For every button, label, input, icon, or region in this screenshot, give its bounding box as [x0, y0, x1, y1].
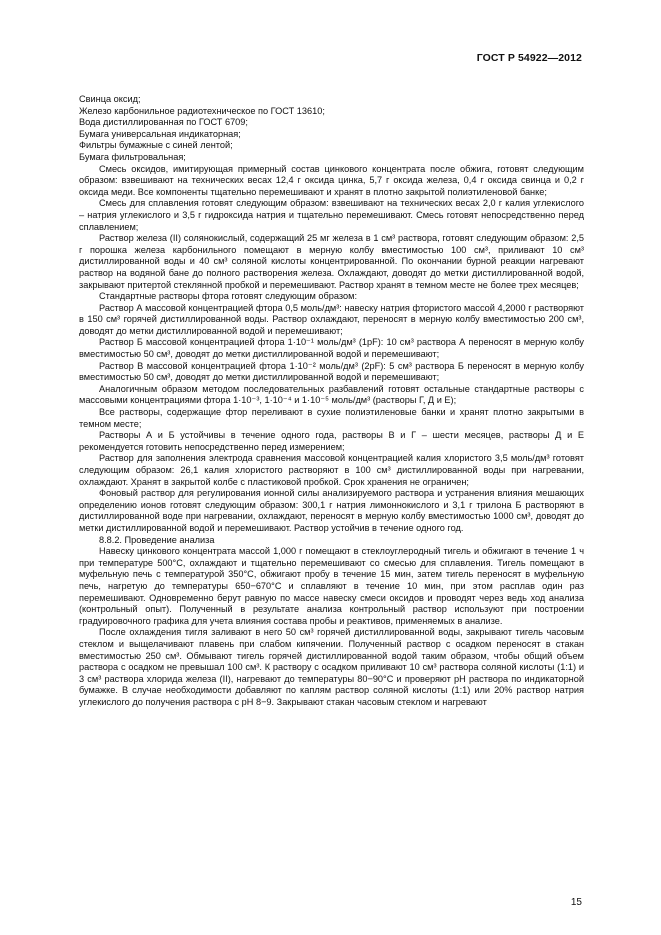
paragraph: Раствор железа (II) солянокислый, содержащий 25 мг железа в 1 см³ раствора, готовят следующим образом: 2,5 г порошка железа карбонильного помещают в мерную колбу вместимостью 100 см³, приливают 10 см³ дистиллированной воды и 40 см³ соляной кислоты концентрированной. По окончании бурной реакции нагревают раствор на водяной бане до полного растворения железа. Охлаждают, доводят до метки дистиллированной водой, закрывают притертой стеклянной пробкой и перемешивают. Раствор хранят в темном месте не более трех месяцев;	[79, 233, 584, 290]
page-number: 15	[570, 897, 582, 908]
list-item: Железо карбонильное радиотехническое по ГОСТ 13610;	[79, 105, 325, 116]
paragraph: Раствор А массовой концентрацией фтора 0,5 моль/дм³: навеску натрия фтористого массой 4,2000 г растворяют в 150 см³ горячей дистиллированной воды. Раствор охлаждают, переносят в мерную колбу вместимостью 200 см³, доводят до метки дистиллированной водой и перемешивают;	[79, 302, 584, 336]
list-item: Фильтры бумажные с синей лентой;	[79, 140, 233, 151]
paragraph: Раствор для заполнения электрода сравнения массовой концентрацией калия хлористого 3,5 моль/дм³ готовят следующим образом: 26,1 калия хлористого растворяют в 100 см³ дистиллированной воды при нагревании, охлаждают. Хранят в закрытой колбе с пластиковой пробкой. Срок хранения не ограничен;	[79, 453, 584, 487]
document-body	[79, 94, 584, 708]
paragraph: Фоновый раствор для регулирования ионной силы анализируемого раствора и устранения влияния мешающих определению ионов готовят следующим образом: 300,1 г натрия лимоннокислого и 3,1 г трилона Б растворяют в дистиллированной воде при нагревании, охлаждают, переносят в мерную колбу вместимостью 1000 см³, доводят до метки дистиллированной водой и перемешивают. Раствор устойчив в течение одного год.	[79, 488, 584, 533]
paragraph: Смесь оксидов, имитирующая примерный состав цинкового концентрата после обжига, готовят следующим образом: взвешивают на технических весах 12,4 г оксида цинка, 5,7 г оксида железа, 0,4 г оксида свинца и 0,2 г оксида меди. Все компоненты тщательно перемешивают и хранят в плотно закрытой полиэтиленовой банке;	[79, 163, 584, 197]
list-item: Вода дистиллированная по ГОСТ 6709;	[79, 117, 248, 128]
paragraph: После охлаждения тигля заливают в него 50 см³ горячей дистиллированной воды, закрывают тигель часовым стеклом и выщелачивают плавень при слабом кипячении. Полученный раствор с осадком переносят в стакан вместимостью 250 см³. Обмывают тигель горячей дистиллированной водой таким образом, чтобы общий объем раствора с осадком не превышал 100 см³. К раствору с осадком приливают 10 см³ раствора соляной кислоты (1:1) и 3 см³ раствора хлорида железа (II), нагревают до температуры 80−90°С и проверяют pH раствора по индикаторной бумажке. В случае необходимости добавляют по каплям раствор соляной кислоты (1:1) или 20% раствор натрия углекислого до получения раствора с pH 8−9. Закрывают стакан часовым стеклом и нагревают	[79, 627, 584, 707]
list-item: Свинца оксид;	[79, 94, 141, 104]
paragraph: Все растворы, содержащие фтор переливают в сухие полиэтиленовые банки и хранят плотно закрытыми в темном месте;	[79, 407, 584, 429]
list-item: Бумага фильтровальная;	[79, 151, 186, 162]
paragraph: Раствор В массовой концентрацией фтора 1·10⁻² моль/дм³ (2pF): 5 см³ раствора Б переносят в мерную колбу вместимостью 50 см³, доводят до метки дистиллированной водой и перемешивают;	[79, 360, 584, 383]
list-item: Бумага универсальная индикаторная;	[79, 128, 241, 139]
paragraph: Раствор Б массовой концентрацией фтора 1·10⁻¹ моль/дм³ (1pF): 10 см³ раствора А переносят в мерную колбу вместимостью 50 см³, доводят до метки дистиллированной водой и перемешивают;	[79, 337, 584, 360]
section-heading: 8.8.2. Проведение анализа	[99, 534, 215, 545]
paragraph: Смесь для сплавления готовят следующим образом: взвешивают на технических весах 2,0 г калия углекислого – натрия углекислого и 3,5 г гидроксида натрия и тщательно перемешивают. Смесь готовят непосредственно перед сплавлением;	[79, 198, 584, 232]
paragraph: Стандартные растворы фтора готовят следующим образом:	[99, 291, 357, 302]
paragraph: Растворы А и Б устойчивы в течение одного года, растворы В и Г – шести месяцев, растворы Д и Е рекомендуется готовить непосредственно перед измерением;	[79, 430, 584, 452]
paragraph: Навеску цинкового концентрата массой 1,000 г помещают в стеклоуглеродный тигель и обжигают в течение 1 ч при температуре 500°С, охлаждают и тщательно перемешивают со смесью для сплавления. Тигель помещают в муфельную печь с температурой 350°С, обжигают пробу в течение 15 мин, затем тигель переносят в муфельную печь, нагретую до температуры 650−670°С и сплавляют в течение 10 мин, при этом расплав один раз перемешивают. Одновременно берут равную по массе навеску смеси оксидов и проводят через ведь ход анализа (контрольный опыт). Полученный в результате анализа контрольный раствор используют при построении градуировочного графика для учета влияния состава пробы и реактивов, применяемых в анализе.	[79, 546, 584, 626]
paragraph: Аналогичным образом методом последовательных разбавлений готовят остальные стандартные растворы с массовыми концентрациями фтора 1·10⁻³, 1·10⁻⁴ и 1·10⁻⁵ моль/дм³ (растворы Г, Д и Е);	[79, 383, 584, 406]
document-header: ГОСТ Р 54922—2012	[476, 52, 582, 64]
